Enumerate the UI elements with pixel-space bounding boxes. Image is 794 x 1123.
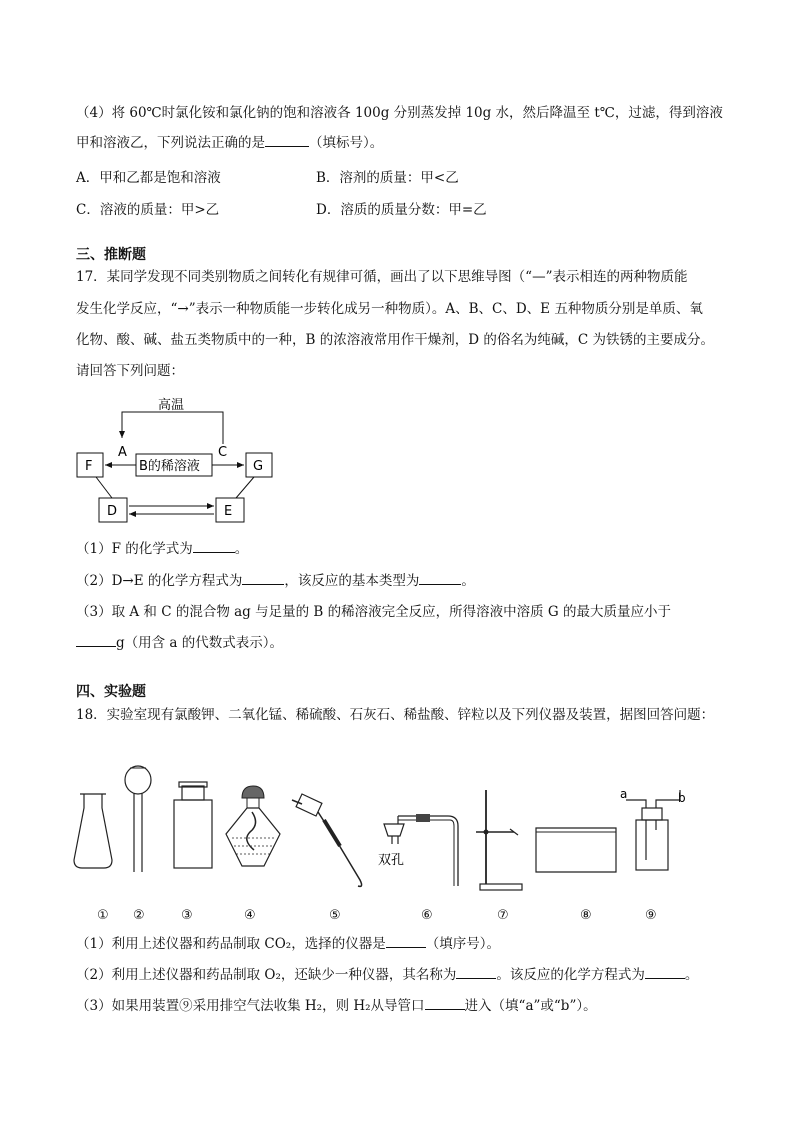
apparatus-number-1: ①	[97, 908, 109, 923]
q17-sub2: （2）D→E 的化学方程式为 ，该反应的基本类型为 。	[76, 573, 475, 589]
apparatus-number-9: ⑨	[645, 908, 657, 923]
label-c: C	[218, 445, 228, 460]
q17-sub3-line1: （3）取 A 和 C 的混合物 ag 与足量的 B 的稀溶液完全反应，所得溶液中溶质 G 的最大质量应小于	[76, 604, 671, 620]
section-title-experiment: 四、实验题	[76, 684, 146, 700]
q17-sub3-line2: g（用含 a 的代数式表示）。	[76, 634, 283, 652]
q18-sub1: （1）利用上述仪器和药品制取 CO₂，选择的仪器是 （填序号）。	[76, 936, 500, 952]
conical-flask-icon	[74, 794, 112, 868]
box-b-label: B的稀溶液	[139, 459, 200, 474]
apparatus-number-4: ④	[244, 908, 256, 923]
iron-stand-icon	[476, 790, 522, 890]
apparatus-number-2: ②	[133, 908, 145, 923]
q17-sub1: （1）F 的化学式为 。	[76, 541, 249, 557]
q17-line3: 化物、酸、碱、盐五类物质中的一种，B 的浓溶液常用作干燥剂，D 的俗名为纯碱，C 为铁锈的主要成分。	[76, 332, 714, 348]
q17-line4: 请回答下列问题：	[76, 363, 184, 379]
option-a: A．甲和乙都是饱和溶液	[76, 170, 221, 186]
q17-line1: 17．某同学发现不同类别物质之间转化有规律可循，画出了以下思维导图（“—”表示相连的两种物质能	[76, 269, 688, 285]
link-g-e	[236, 477, 254, 498]
apparatus-number-3: ③	[181, 908, 193, 923]
answer-blank[interactable]	[193, 540, 235, 553]
conversion-diagram	[60, 390, 300, 530]
stopper-tube-icon	[292, 794, 362, 886]
option-d: D．溶质的质量分数：甲=乙	[316, 202, 487, 218]
apparatus-number-8: ⑧	[580, 908, 592, 923]
apparatus-number-5: ⑤	[329, 908, 341, 923]
apparatus-figure	[66, 760, 706, 900]
gas-washing-bottle-icon	[626, 790, 680, 870]
label-double-hole: 双孔	[378, 853, 405, 868]
section-title-inference: 三、推断题	[76, 247, 146, 263]
reagent-bottle-icon	[174, 782, 212, 868]
box-f-label: F	[85, 459, 93, 474]
label-high-temp: 高温	[158, 398, 185, 413]
water-trough-icon	[536, 828, 616, 872]
long-neck-funnel-icon	[125, 766, 151, 872]
box-d-label: D	[107, 504, 118, 519]
label-a: A	[118, 445, 127, 460]
box-g-label: G	[253, 459, 264, 474]
q18-sub2: （2）利用上述仪器和药品制取 O₂，还缺少一种仪器，其名称为 。该反应的化学方程式为 。	[76, 967, 699, 983]
answer-blank[interactable]	[386, 935, 426, 948]
alcohol-lamp-icon	[226, 786, 280, 866]
label-port-b: b	[678, 791, 686, 805]
q16-4-line2: 甲和溶液乙，下列说法正确的是 （填标号）。	[76, 135, 384, 151]
q18-line1: 18．实验室现有氯酸钾、二氧化锰、稀硫酸、石灰石、稀盐酸、锌粒以及下列仪器及装置，据图回答问题：	[76, 707, 715, 723]
box-e-label: E	[224, 504, 233, 519]
link-f-d	[96, 477, 112, 498]
answer-blank[interactable]	[456, 966, 496, 979]
answer-blank[interactable]	[419, 572, 461, 585]
option-b: B．溶剂的质量：甲<乙	[316, 170, 459, 186]
double-hole-stopper-icon	[384, 814, 458, 886]
label-port-a: a	[620, 787, 628, 801]
answer-blank[interactable]	[242, 572, 284, 585]
answer-blank[interactable]	[265, 134, 309, 147]
q17-line2: 发生化学反应，“→”表示一种物质能一步转化成另一种物质）。A、B、C、D、E 五种物质分别是单质、氧	[76, 301, 703, 317]
apparatus-number-6: ⑥	[421, 908, 433, 923]
answer-blank[interactable]	[425, 997, 465, 1010]
q18-sub3: （3）如果用装置⑨采用排空气法收集 H₂，则 H₂从导管口 进入（填“a”或“b”）。	[76, 998, 597, 1014]
option-c: C．溶液的质量：甲>乙	[76, 202, 220, 218]
answer-blank[interactable]	[645, 966, 685, 979]
high-temp-arrow	[122, 412, 223, 444]
answer-blank[interactable]	[76, 634, 116, 647]
q16-4-line1: （4）将 60℃时氯化铵和氯化钠的饱和溶液各 100g 分别蒸发掉 10g 水，然后降温至 t℃，过滤，得到溶液	[76, 105, 723, 121]
apparatus-number-7: ⑦	[497, 908, 509, 923]
